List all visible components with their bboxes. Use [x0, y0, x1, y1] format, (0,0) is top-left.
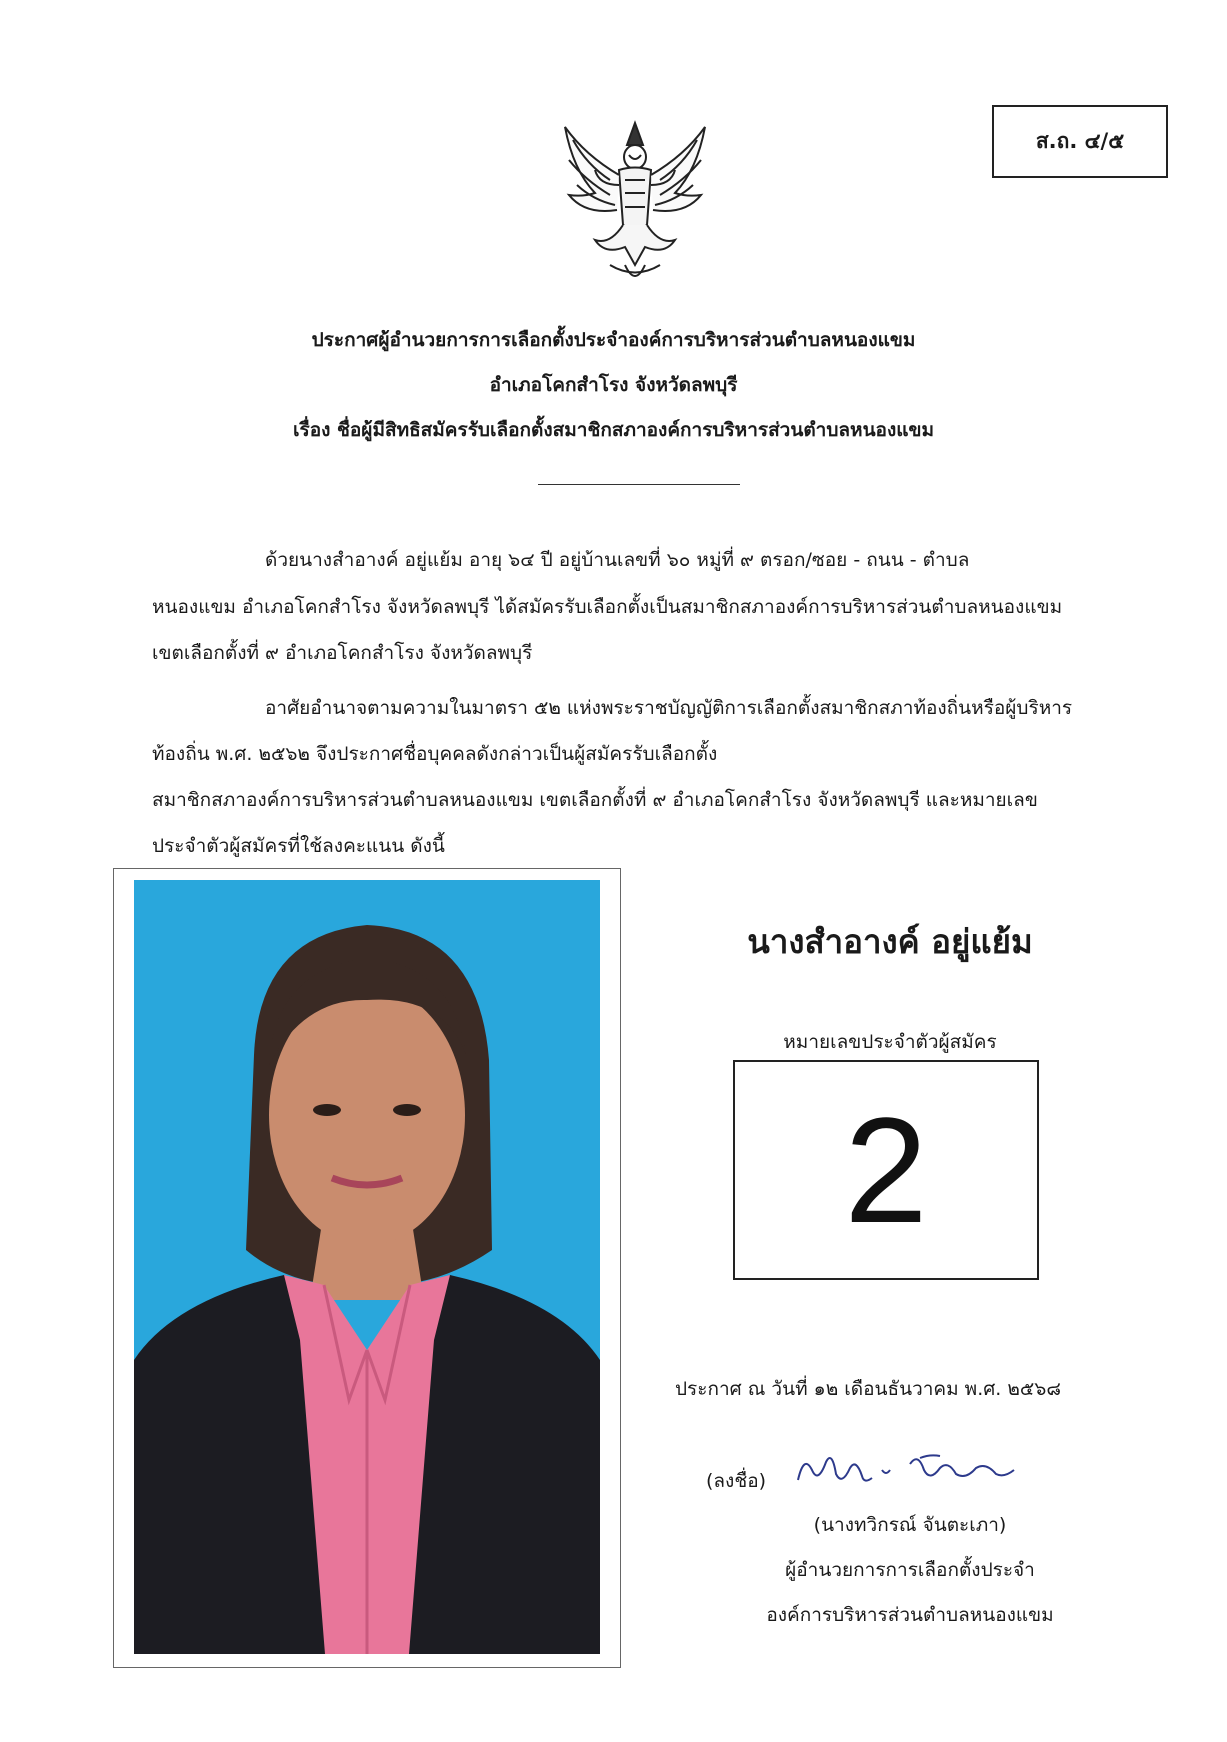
form-code-box: [992, 105, 1168, 178]
handwritten-signature: [790, 1440, 1030, 1500]
header-divider: [538, 484, 740, 485]
signer-position-line-1: ผู้อำนวยการการเลือกตั้งประจำ: [785, 1559, 1035, 1581]
sign-label: (ลงชื่อ): [706, 1470, 767, 1492]
candidate-number: 2: [844, 1085, 928, 1254]
candidate-number-label: หมายเลขประจำตัวผู้สมัคร: [783, 1031, 997, 1053]
signer-name: (นางทวิกรณ์ จันตะเภา): [813, 1514, 1007, 1536]
garuda-emblem-icon: [555, 115, 715, 290]
announcement-date: ประกาศ ณ วันที่ ๑๒ เดือนธันวาคม พ.ศ. ๒๕๖๘: [675, 1378, 1062, 1400]
candidate-photo: [134, 880, 600, 1654]
paragraph-1-line-3: เขตเลือกตั้งที่ ๙ อำเภอโคกสำโรง จังหวัดลพบุรี: [152, 642, 533, 664]
paragraph-2-line-3: สมาชิกสภาองค์การบริหารส่วนตำบลหนองแขม เขตเลือกตั้งที่ ๙ อำเภอโคกสำโรง จังหวัดลพบุรี และหมายเลข: [152, 789, 1038, 811]
header-line-3: เรื่อง ชื่อผู้มีสิทธิสมัครรับเลือกตั้งสมาชิกสภาองค์การบริหารส่วนตำบลหนองแขม: [293, 419, 934, 441]
paragraph-2-line-4: ประจำตัวผู้สมัครที่ใช้ลงคะแนน ดังนี้: [152, 835, 445, 857]
header-line-2: อำเภอโคกสำโรง จังหวัดลพบุรี: [489, 374, 738, 396]
paragraph-1-line-2: หนองแขม อำเภอโคกสำโรง จังหวัดลพบุรี ได้สมัครรับเลือกตั้งเป็นสมาชิกสภาองค์การบริหารส่วนตำบลหนองแขม: [152, 596, 1063, 618]
paragraph-2-line-1: อาศัยอำนาจตามความในมาตรา ๕๒ แห่งพระราชบัญญัติการเลือกตั้งสมาชิกสภาท้องถิ่นหรือผู้บริหาร: [265, 697, 1073, 719]
candidate-name: นางสำอางค์ อยู่แย้ม: [747, 922, 1033, 961]
signer-position-line-2: องค์การบริหารส่วนตำบลหนองแขม: [766, 1604, 1054, 1626]
form-code: ส.ถ. ๔/๕: [1035, 129, 1125, 153]
paragraph-1-line-1: ด้วยนางสำอางค์ อยู่แย้ม อายุ ๖๔ ปี อยู่บ้านเลขที่ ๖๐ หมู่ที่ ๙ ตรอก/ซอย - ถนน - ตำบล: [265, 549, 970, 571]
header-line-1: ประกาศผู้อำนวยการการเลือกตั้งประจำองค์การบริหารส่วนตำบลหนองแขม: [311, 329, 916, 351]
paragraph-2-line-2: ท้องถิ่น พ.ศ. ๒๕๖๒ จึงประกาศชื่อบุคคลดังกล่าวเป็นผู้สมัครรับเลือกตั้ง: [152, 743, 718, 765]
candidate-number-box: [733, 1060, 1039, 1280]
